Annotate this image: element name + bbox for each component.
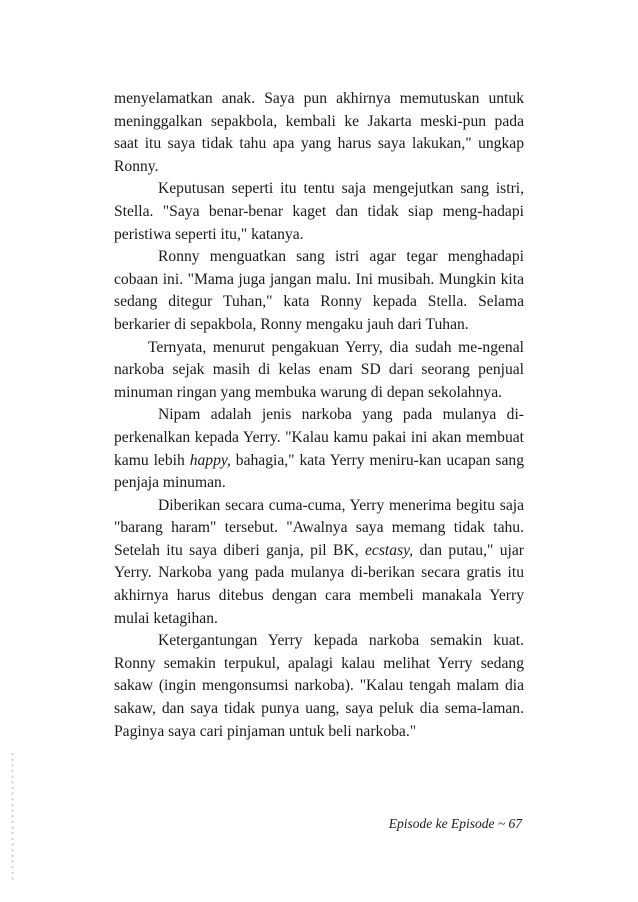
paragraph-5-text-a: Nipam adalah jenis narkoba yang pada mulanya di-perkenalkan kepada Yerry. "Kalau kamu pakai ini akan membuat kamu lebih <box>114 406 524 469</box>
paragraph-4: Ternyata, menurut pengakuan Yerry, dia sudah me-ngenal narkoba sejak masih di kelas enam SD dari seorang penjual minuman ringan yang membuka warung di depan sekolahnya. <box>114 338 524 401</box>
body-text <box>114 88 524 743</box>
page-footer: Episode ke Episode ~ 67 <box>388 816 522 831</box>
watermark: ▪ ▪ ▪ ▪ ▪ ▪ ▪ ▪ ▪ ▪ ▪ ▪ ▪ ▪ ▪ ▪ ▪ ▪ ▪ ▪ ▪ ▪ ▪ <box>8 752 17 880</box>
paragraph-6-text-b: dan putau," ujar Yerry. Narkoba yang pada mulanya di-berikan secara gratis itu akhirnya harus ditebus dengan cara membeli manakala Yerry mulai ketagihan. <box>114 541 524 627</box>
paragraph-5-text-b: bahagia," kata Yerry meniru-kan ucapan sang penjaja minuman. <box>114 451 524 492</box>
paragraph-5 <box>114 404 524 494</box>
paragraph-6-italic: ecstasy, <box>365 541 414 559</box>
paragraph-5-italic: happy, <box>189 451 231 469</box>
paragraph-6 <box>114 495 524 631</box>
paragraph-2: Keputusan seperti itu tentu saja mengejutkan sang istri, Stella. "Saya benar-benar kaget dan tidak siap meng-hadapi peristiwa seperti itu," katanya. <box>114 180 524 243</box>
paragraph-6-text-a: Diberikan secara cuma-cuma, Yerry menerima begitu saja "barang haram" tersebut. "Awalnya saya memang tidak tahu. Setelah itu saya diberi ganja, pil BK, <box>114 496 524 559</box>
paragraph-7: Ketergantungan Yerry kepada narkoba semakin kuat. Ronny semakin terpukul, apalagi kalau melihat Yerry sedang sakaw (ingin mengonsumsi narkoba). "Kalau tengah malam dia sakaw, dan saya tidak punya uang, saya peluk dia sema-laman. Paginya saya cari pinjaman untuk beli narkoba." <box>114 632 524 740</box>
paragraph-1: menyelamatkan anak. Saya pun akhirnya memutuskan untuk meninggalkan sepakbola, kembali ke Jakarta meski-pun pada saat itu saya tidak tahu apa yang harus saya lakukan," ungkap Ronny. <box>114 90 524 175</box>
paragraph-3: Ronny menguatkan sang istri agar tegar menghadapi cobaan ini. "Mama juga jangan malu. Ini musibah. Mungkin kita sedang ditegur Tuhan," kata Ronny kepada Stella. Selama berkarier di sepakbola, Ronny mengaku jauh dari Tuhan. <box>114 248 524 333</box>
